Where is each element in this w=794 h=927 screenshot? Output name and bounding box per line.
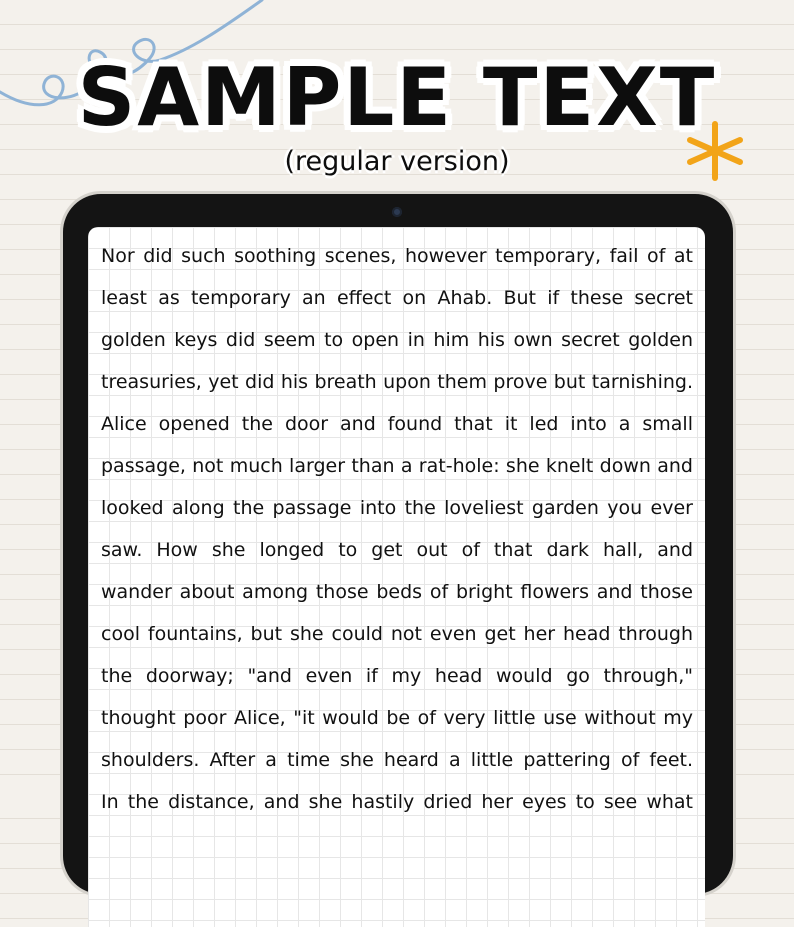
text-line: least as temporary an effect on Ahab. But if these secret	[101, 287, 693, 309]
text-line: saw. How she longed to get out of that dark hall, and	[101, 539, 693, 561]
sample-paragraph	[101, 235, 693, 823]
tablet-screen	[88, 227, 705, 927]
page-title: SAMPLE TEXT	[77, 51, 717, 144]
page-subtitle: (regular version)	[284, 146, 510, 177]
text-line: thought poor Alice, "it would be of very little use without my	[101, 707, 693, 729]
tablet-device	[63, 194, 733, 894]
text-line: the doorway; "and even if my head would go through,"	[101, 665, 693, 687]
text-line: passage, not much larger than a rat-hole: she knelt down and	[101, 455, 693, 477]
text-line: golden keys did seem to open in him his own secret golden	[101, 329, 693, 351]
text-line: In the distance, and she hastily dried her eyes to see what	[101, 791, 693, 813]
text-line: Alice opened the door and found that it led into a small	[101, 413, 693, 435]
text-line: Nor did such soothing scenes, however temporary, fail of at	[101, 245, 693, 267]
text-line: wander about among those beds of bright flowers and those	[101, 581, 693, 603]
title-container	[0, 51, 794, 144]
text-line: treasuries, yet did his breath upon them prove but tarnishing.	[101, 371, 693, 393]
text-line: shoulders. After a time she heard a little pattering of feet.	[101, 749, 693, 771]
text-line: cool fountains, but she could not even get her head through	[101, 623, 693, 645]
asterisk-star-icon	[682, 118, 748, 184]
text-line: looked along the passage into the loveliest garden you ever	[101, 497, 693, 519]
camera-icon	[392, 207, 402, 217]
